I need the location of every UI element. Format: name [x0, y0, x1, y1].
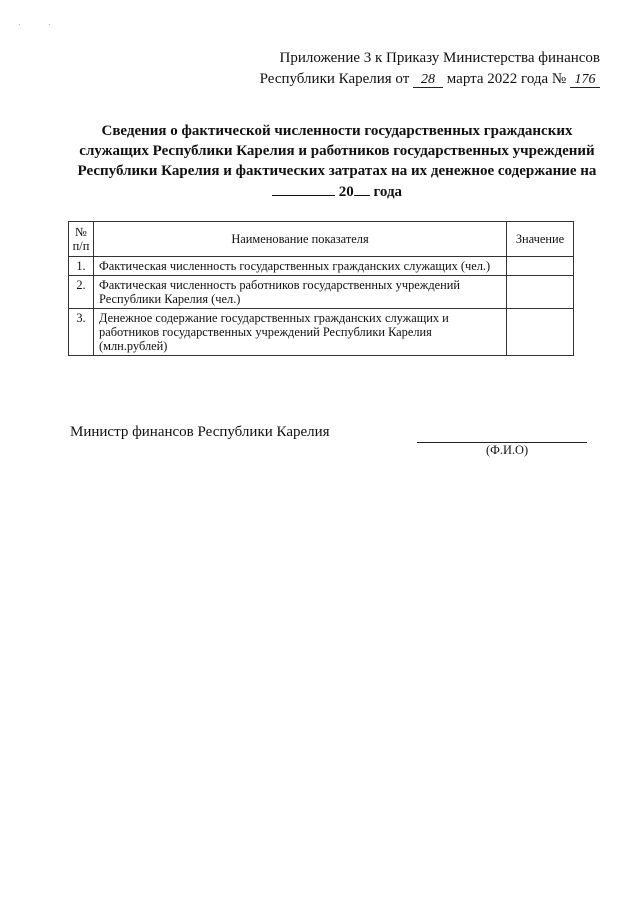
- handwritten-date: 28: [413, 73, 443, 88]
- fio-label: (Ф.И.О): [486, 443, 529, 457]
- row-num: 2.: [69, 276, 94, 309]
- row-value: [507, 309, 574, 356]
- table-row: [69, 309, 574, 356]
- table-header-row: [69, 222, 574, 257]
- appendix-line-2: [200, 69, 600, 90]
- title-line-4: [66, 181, 608, 202]
- title-line-1: Сведения о фактической численности государственных гражданских: [101, 123, 573, 139]
- header-name: Наименование показателя: [94, 222, 507, 257]
- table-row: [69, 257, 574, 276]
- handwritten-order-number: 176: [570, 73, 600, 88]
- header-num: № п/п: [69, 222, 94, 257]
- appendix-line-2-prefix: Республики Карелия от: [259, 71, 410, 87]
- title-line-3: Республики Карелия и фактических затратах на их денежное содержание на: [77, 163, 597, 179]
- period-blank: [272, 181, 335, 196]
- appendix-line-1: Приложение 3 к Приказу Министерства финансов: [279, 50, 600, 66]
- row-name: Фактическая численность работников государственных учреждений Республики Карелия (чел.): [94, 276, 507, 309]
- row-name: Денежное содержание государственных гражданских служащих и работников государственных учреждений Республики Карелия (млн.рублей): [94, 309, 507, 356]
- title-year-prefix: 20: [338, 184, 354, 200]
- appendix-header: [200, 48, 600, 90]
- scan-speck: ·: [48, 20, 51, 29]
- signatory-position: Министр финансов Республики Карелия: [70, 424, 330, 440]
- title-year-suffix: года: [373, 184, 403, 200]
- scan-speck: ·: [18, 20, 21, 29]
- year-blank: [354, 181, 370, 196]
- appendix-line-2-middle: марта 2022 года №: [446, 71, 567, 87]
- title-line-2: служащих Республики Карелия и работников государственных учреждений: [79, 143, 595, 159]
- indicators-table: [68, 221, 574, 356]
- row-num: 3.: [69, 309, 94, 356]
- row-name: Фактическая численность государственных гражданских служащих (чел.): [94, 257, 507, 276]
- document-title: [66, 121, 608, 202]
- row-num: 1.: [69, 257, 94, 276]
- table-row: [69, 276, 574, 309]
- row-value: [507, 257, 574, 276]
- header-value: Значение: [507, 222, 574, 257]
- row-value: [507, 276, 574, 309]
